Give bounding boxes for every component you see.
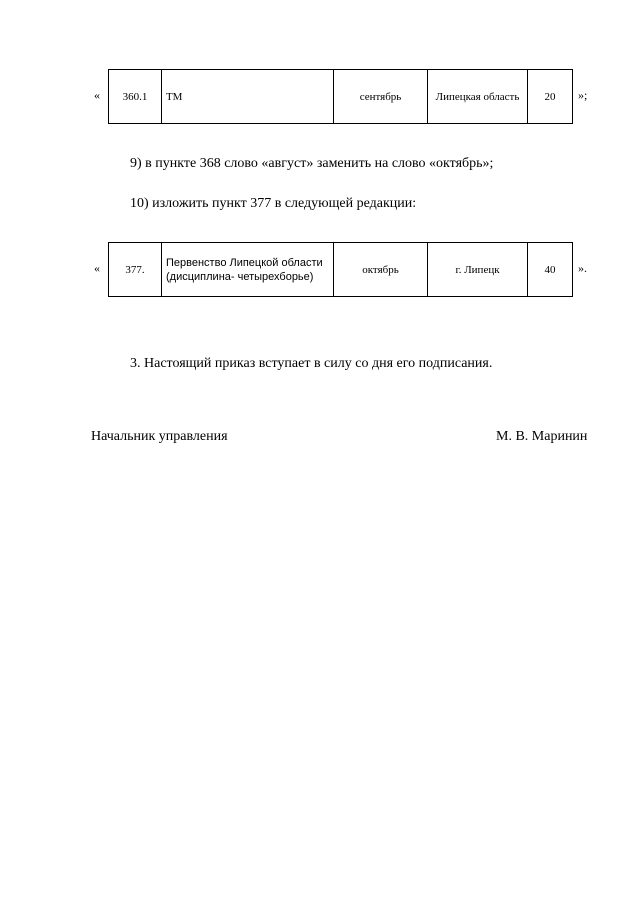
clause-3: 3. Настоящий приказ вступает в силу со дня его подписания. — [130, 356, 493, 371]
item-place-cell: г. Липецк — [428, 243, 528, 297]
table-row — [109, 70, 573, 124]
item-name-cell: Первенство Липецкой области (дисциплина- четырехборье) — [162, 243, 334, 297]
table-377 — [108, 242, 573, 297]
item-month-cell: октябрь — [334, 243, 428, 297]
paragraph-10: 10) изложить пункт 377 в следующей редакции: — [130, 196, 417, 211]
item-name-cell: ТМ — [162, 70, 334, 124]
open-quote: « — [94, 261, 100, 275]
item-count-cell: 20 — [528, 70, 573, 124]
item-number-cell: 360.1 — [109, 70, 162, 124]
item-number-cell: 377. — [109, 243, 162, 297]
item-month-cell: сентябрь — [334, 70, 428, 124]
paragraph-9: 9) в пункте 368 слово «август» заменить на слово «октябрь»; — [130, 156, 494, 171]
table-row-377-block — [94, 242, 594, 296]
item-count-cell: 40 — [528, 243, 573, 297]
close-quote: »; — [578, 88, 588, 102]
table-360-1 — [108, 69, 573, 124]
table-row-360-1-block — [94, 69, 594, 123]
signature-name: М. В. Маринин — [496, 429, 588, 444]
open-quote: « — [94, 88, 100, 102]
signature-position: Начальник управления — [91, 429, 228, 444]
item-place-cell: Липецкая область — [428, 70, 528, 124]
table-row — [109, 243, 573, 297]
close-quote: ». — [578, 261, 587, 275]
